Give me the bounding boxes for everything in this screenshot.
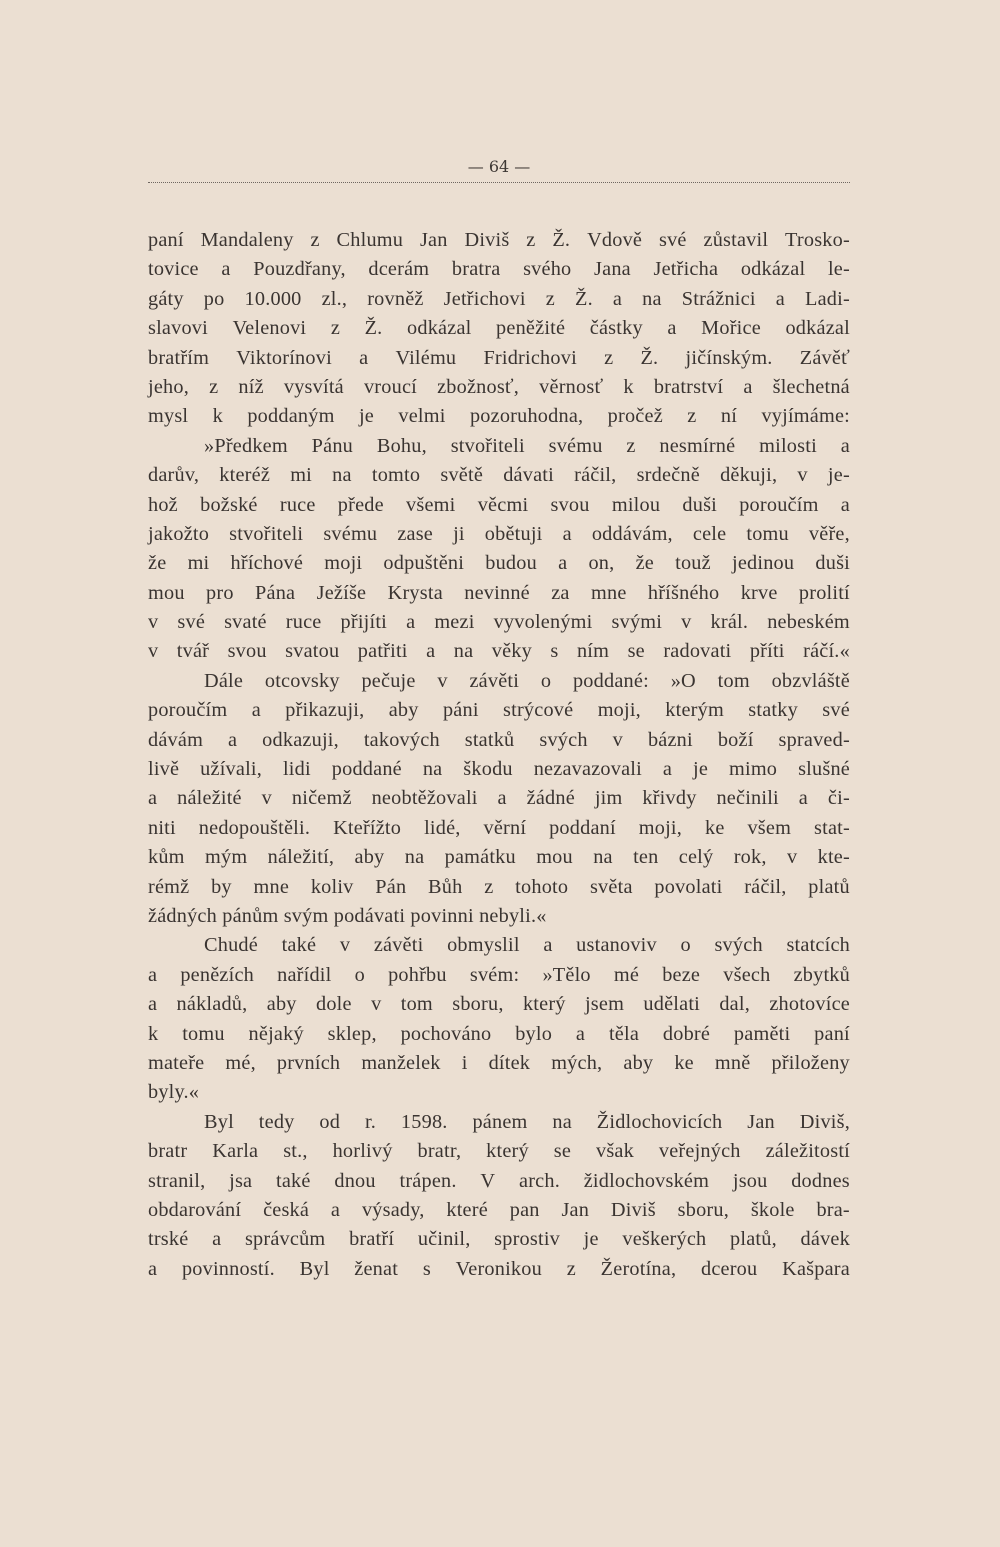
text-line: obdarování česká a výsady, které pan Jan Diviš sboru, škole bra-	[148, 1198, 850, 1221]
text-line: bratřím Viktorínovi a Vilému Fridrichovi z Ž. jičínským. Závěť	[148, 346, 850, 369]
text-line: slavovi Velenovi z Ž. odkázal peněžité částky a Mořice odkázal	[148, 317, 850, 340]
text-line: a náležité v ničemž neobtěžovali a žádné jim křivdy nečinili a či-	[148, 787, 850, 810]
text-line: žádných pánům svým podávati povinni nebyli.«	[148, 904, 547, 927]
text-line: a nákladů, aby dole v tom sboru, který jsem udělati dal, zhotovíce	[148, 993, 850, 1016]
text-line: dávám a odkazuji, takových statků svých v bázni boží spraved-	[148, 728, 850, 751]
text-line: kům mým náležití, aby na památku mou na ten celý rok, v kte-	[148, 846, 850, 869]
text-line: Dále otcovsky pečuje v závěti o poddané: »O tom obzvláště	[204, 669, 850, 692]
text-line: »Předkem Pánu Bohu, stvořiteli svému z nesmírné milosti a	[204, 434, 850, 457]
text-line: Byl tedy od r. 1598. pánem na Židlochovicích Jan Diviš,	[204, 1110, 850, 1133]
text-line: mysl k poddaným je velmi pozoruhodna, pročež z ní vyjímáme:	[148, 405, 850, 428]
text-line: tovice a Pouzdřany, dcerám bratra svého Jana Jetřicha odkázal le-	[148, 258, 850, 281]
text-line: bratr Karla st., horlivý bratr, který se však veřejných záležitostí	[148, 1140, 850, 1163]
text-line: gáty po 10.000 zl., rovněž Jetřichovi z Ž. a na Strážnici a Ladi-	[148, 287, 850, 310]
text-line: hož božské ruce přede všemi věcmi svou milou duši poroučím a	[148, 493, 850, 516]
text-line: k tomu nějaký sklep, pochováno bylo a těla dobré paměti paní	[148, 1022, 850, 1045]
text-line: mou pro Pána Ježíše Krysta nevinné za mne hříšného krve prolití	[148, 581, 850, 604]
text-line: stranil, jsa také dnou trápen. V arch. židlochovském jsou dodnes	[148, 1169, 850, 1192]
text-line: rémž by mne koliv Pán Bůh z tohoto světa povolati ráčil, platů	[148, 875, 850, 898]
body-text	[148, 226, 850, 1284]
text-line: byly.«	[148, 1081, 200, 1104]
text-line: mateře mé, prvních manželek i dítek mých, aby ke mně přiloženy	[148, 1051, 850, 1074]
text-line: Chudé také v závěti obmyslil a ustanoviv o svých statcích	[204, 934, 850, 957]
text-line: a povinností. Byl ženat s Veronikou z Žerotína, dcerou Kašpara	[148, 1257, 850, 1280]
text-line: trské a správcům bratří učinil, sprostiv je veškerých platů, dávek	[148, 1228, 850, 1251]
text-line: jakožto stvořiteli svému zase ji obětuji a oddávám, cele tomu věře,	[148, 522, 850, 545]
text-line: a penězích nařídil o pohřbu svém: »Tělo mé beze všech zbytků	[148, 963, 850, 986]
page-number: — 64 —	[148, 152, 850, 183]
text-line: že mi hříchové moji odpuštěni budou a on, že touž jedinou duši	[148, 552, 850, 575]
text-line: niti nedopouštěli. Kteřížto lidé, věrní poddaní moji, ke všem stat-	[148, 816, 850, 839]
text-line: v tvář svou svatou patřiti a na věky s ním se radovati příti ráčí.«	[148, 640, 850, 663]
text-line: darův, kteréž mi na tomto světě dávati ráčil, srdečně děkuji, v je-	[148, 464, 850, 487]
text-line: jeho, z níž vysvítá vroucí zbožnosť, věrnosť k bratrství a šlechetná	[148, 375, 850, 398]
text-line: poroučím a přikazuji, aby páni strýcové moji, kterým statky své	[148, 699, 850, 722]
text-line: paní Mandaleny z Chlumu Jan Diviš z Ž. Vdově své zůstavil Trosko-	[148, 229, 850, 251]
text-line: v své svaté ruce přijíti a mezi vyvolenými svými v král. nebeském	[148, 611, 850, 634]
text-line: livě užívali, lidi poddané na škodu nezavazovali a je mimo slušné	[148, 758, 850, 781]
